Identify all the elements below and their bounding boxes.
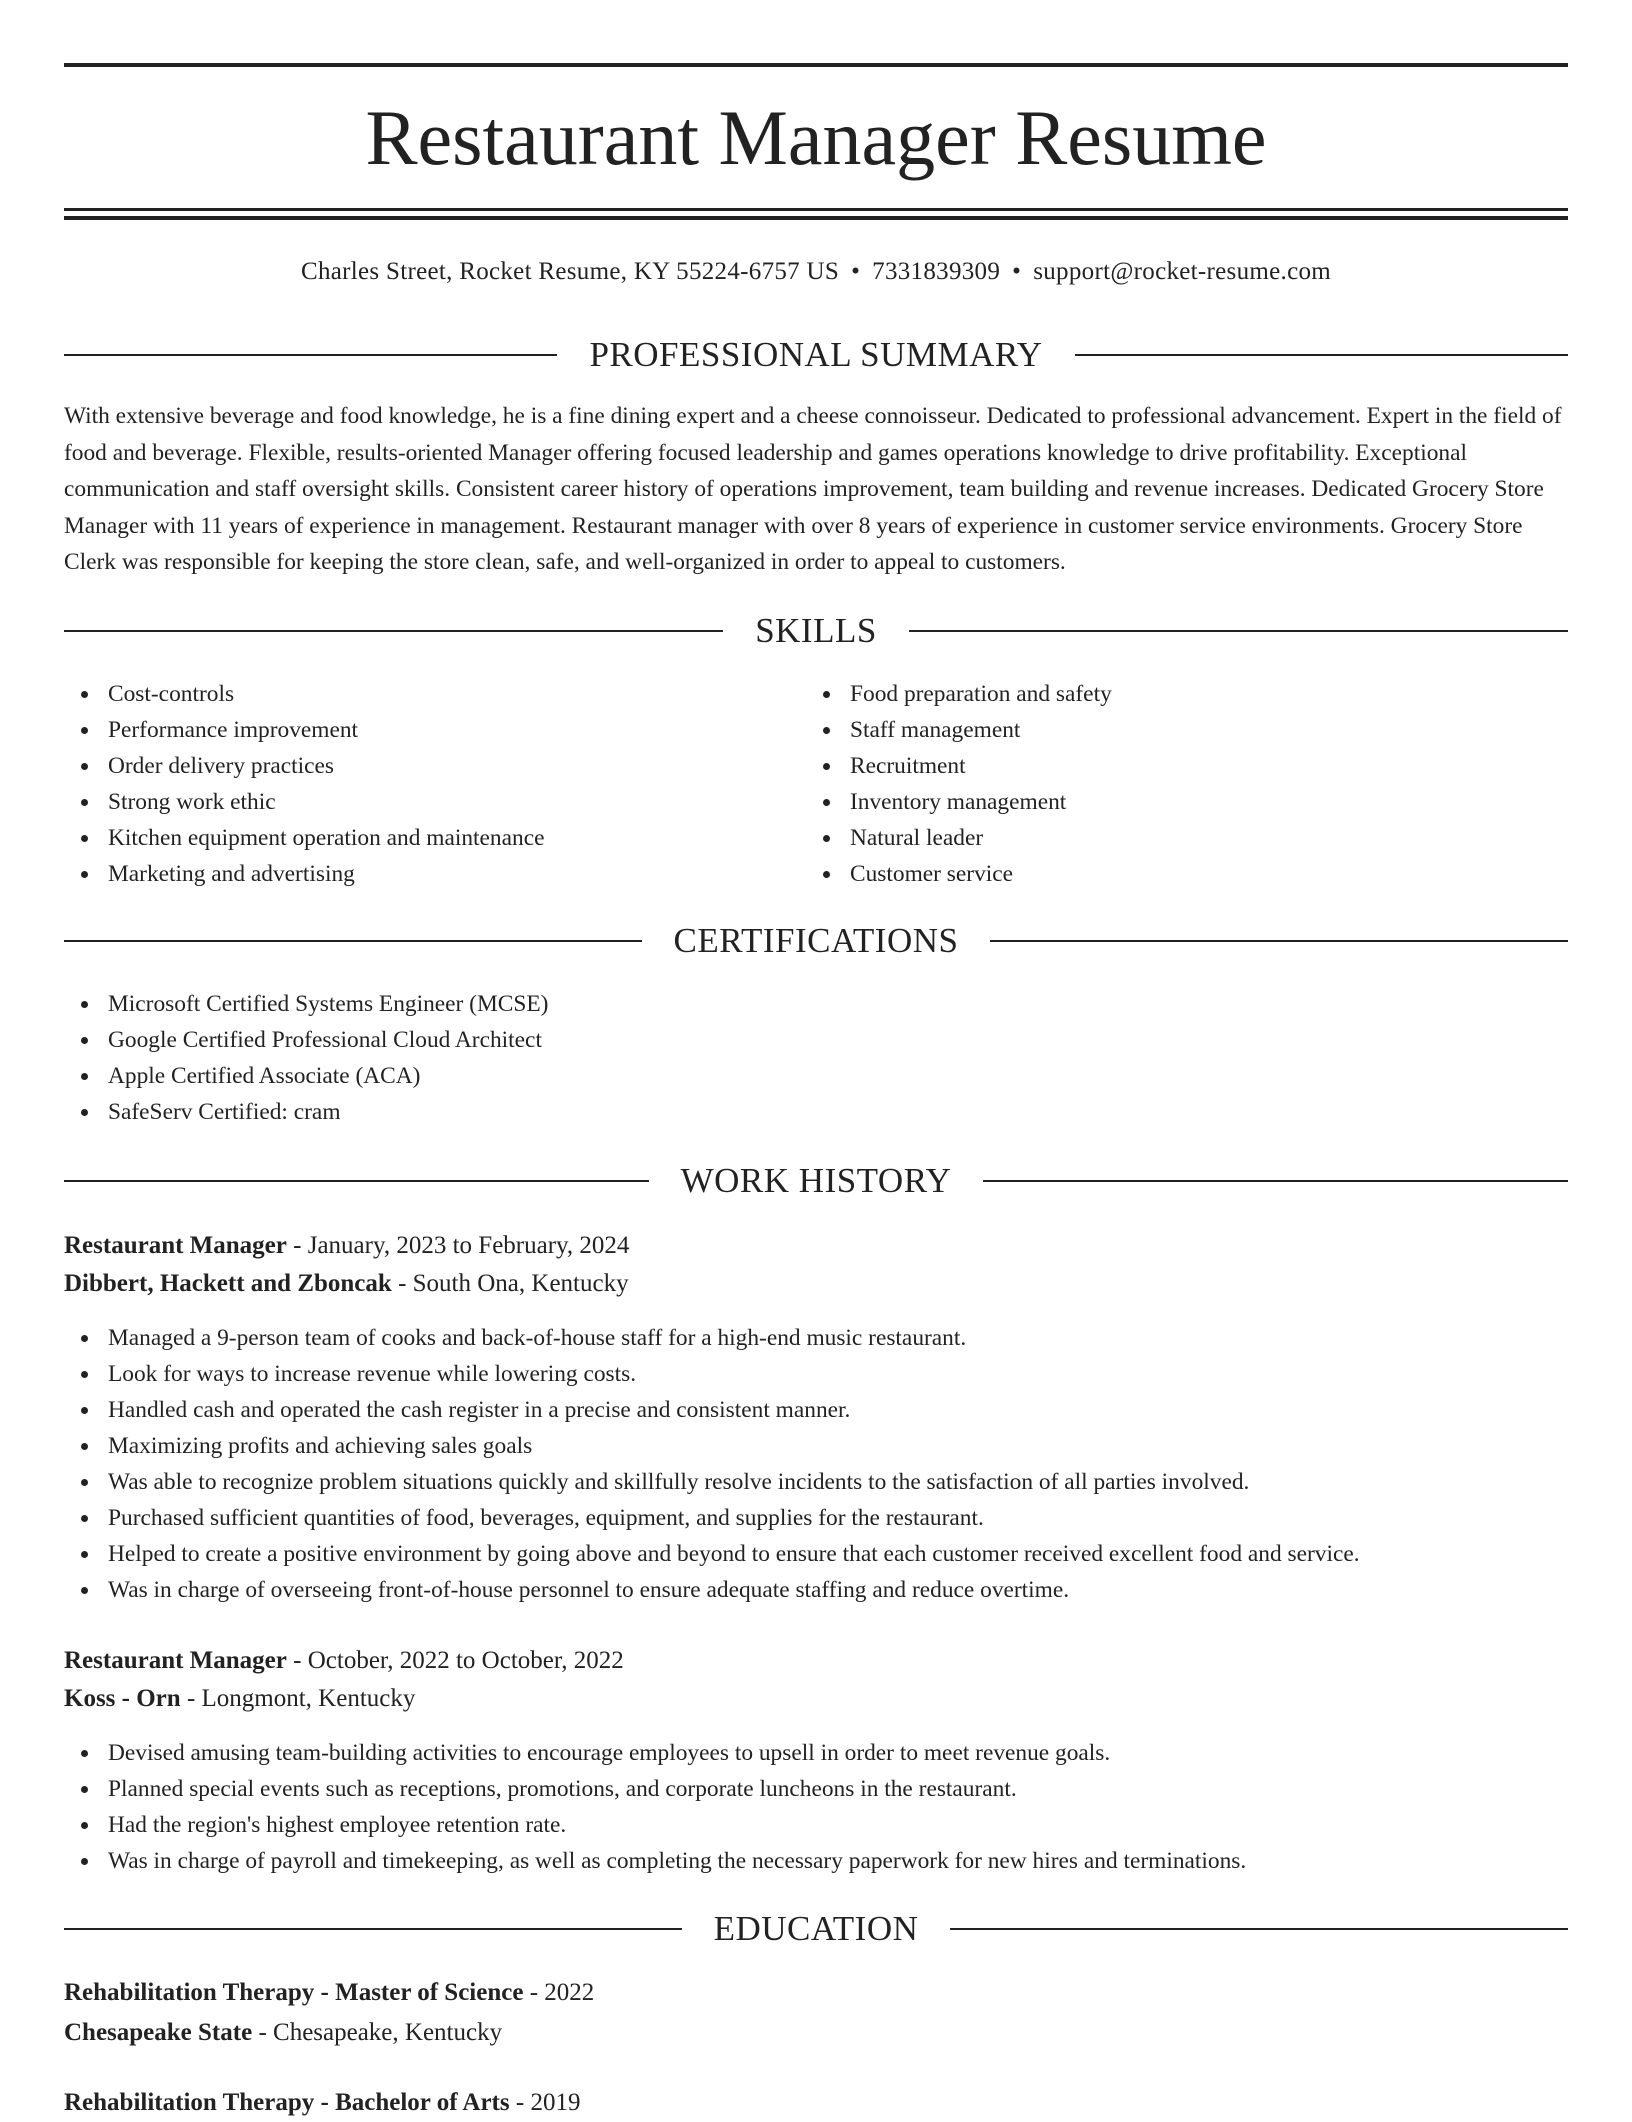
dash: - <box>293 1647 302 1674</box>
education-degree: Rehabilitation Therapy - Master of Science <box>64 1979 524 2006</box>
skill-item: Marketing and advertising <box>64 856 804 892</box>
heading-rule <box>950 1928 1568 1930</box>
section-title: SKILLS <box>755 611 877 650</box>
title-rule-thin <box>64 208 1568 211</box>
job-duty: Planned special events such as receptions, promotions, and corporate luncheons in the restaurant. <box>64 1771 1568 1807</box>
job-dates: October, 2022 to October, 2022 <box>307 1647 624 1674</box>
skill-item: Staff management <box>806 712 1566 748</box>
skill-item: Strong work ethic <box>64 784 804 820</box>
dash: - <box>293 1232 302 1259</box>
education-year: 2019 <box>530 2089 581 2116</box>
job-company: Dibbert, Hackett and Zboncak <box>64 1270 392 1297</box>
certification-item: Microsoft Certified Systems Engineer (MCSE) <box>64 986 1568 1022</box>
skill-item: Natural leader <box>806 820 1566 856</box>
contact-phone: 7331839309 <box>872 258 1001 285</box>
job-duty: Managed a 9-person team of cooks and back-of-house staff for a high-end music restaurant. <box>64 1320 1568 1356</box>
title-rule-thick <box>64 216 1568 220</box>
section-title: WORK HISTORY <box>680 1161 952 1200</box>
dash: - <box>258 2019 267 2046</box>
contact-separator: • <box>1012 258 1022 285</box>
job-duty: Devised amusing team-building activities to encourage employees to upsell in order to meet revenue goals. <box>64 1735 1568 1771</box>
job-duty: Helped to create a positive environment by going above and beyond to ensure that each customer received excellent food and service. <box>64 1536 1568 1572</box>
section-heading-skills <box>64 609 1568 653</box>
job-company: Koss - Orn <box>64 1685 181 1712</box>
job-duty: Was in charge of payroll and timekeeping, as well as completing the necessary paperwork for new hires and terminations. <box>64 1843 1568 1879</box>
dash: - <box>398 1270 407 1297</box>
certification-item: SafeServ Certified: cram <box>64 1094 1568 1130</box>
section-heading-work-history <box>64 1159 1568 1203</box>
job-duty: Handled cash and operated the cash register in a precise and consistent manner. <box>64 1392 1568 1428</box>
resume-title: Restaurant Manager Resume <box>365 94 1267 181</box>
heading-rule <box>64 940 642 942</box>
heading-rule <box>64 1180 649 1182</box>
section-title: CERTIFICATIONS <box>673 921 959 960</box>
education-location: Chesapeake, Kentucky <box>273 2019 503 2046</box>
job-duty: Purchased sufficient quantities of food, beverages, equipment, and supplies for the restaurant. <box>64 1500 1568 1536</box>
education-school-line <box>64 2014 1568 2052</box>
job-location: South Ona, Kentucky <box>412 1270 629 1297</box>
skill-item: Customer service <box>806 856 1566 892</box>
section-title: PROFESSIONAL SUMMARY <box>589 335 1043 374</box>
skill-item: Food preparation and safety <box>806 676 1566 712</box>
job-duty: Had the region's highest employee retention rate. <box>64 1807 1568 1843</box>
skill-item: Recruitment <box>806 748 1566 784</box>
section-heading-certifications <box>64 919 1568 963</box>
skill-item: Cost-controls <box>64 676 804 712</box>
job-company-line <box>64 1680 1568 1718</box>
heading-rule <box>909 630 1568 632</box>
heading-rule <box>64 354 557 356</box>
summary-paragraph: With extensive beverage and food knowledge, he is a fine dining expert and a cheese connoisseur. Dedicated to professional advancement. Expert in the field of food and beverage. Flexible, results-oriented Manager offering focused leadership and games operations knowledge to drive profitability. Exceptional communication and staff oversight skills. Consistent career history of operations improvement, team building and revenue increases. Dedicated Grocery Store Manager with 11 years of experience in management. Restaurant manager with over 8 years of experience in customer service environments. Grocery Store Clerk was responsible for keeping the store clean, safe, and well-organized in order to appeal to customers. <box>64 403 1562 575</box>
heading-rule <box>1075 354 1568 356</box>
job-duty: Was in charge of overseeing front-of-house personnel to ensure adequate staffing and reduce overtime. <box>64 1572 1568 1608</box>
contact-line <box>64 254 1568 290</box>
job-dates: January, 2023 to February, 2024 <box>307 1232 630 1259</box>
education-degree-line <box>64 1974 1568 2012</box>
job-title: Restaurant Manager <box>64 1232 287 1259</box>
section-heading-education <box>64 1907 1568 1951</box>
job-title: Restaurant Manager <box>64 1647 287 1674</box>
certification-item: Google Certified Professional Cloud Architect <box>64 1022 1568 1058</box>
heading-rule <box>990 940 1568 942</box>
top-rule <box>64 63 1568 67</box>
contact-address: Charles Street, Rocket Resume, KY 55224-6757 US <box>300 258 840 285</box>
skills-list-right <box>806 676 1566 892</box>
job-duties-list <box>64 1320 1568 1608</box>
education-school: Chesapeake State <box>64 2019 253 2046</box>
job-title-line <box>64 1642 1568 1680</box>
education-year: 2022 <box>544 1979 595 2006</box>
contact-email: support@rocket-resume.com <box>1033 258 1332 285</box>
job-duty: Look for ways to increase revenue while lowering costs. <box>64 1356 1568 1392</box>
job-duty: Was able to recognize problem situations quickly and skillfully resolve incidents to the satisfaction of all parties involved. <box>64 1464 1568 1500</box>
skills-list-left <box>64 676 804 892</box>
section-heading-summary <box>64 333 1568 377</box>
job-title-line <box>64 1227 1568 1265</box>
dash: - <box>186 1685 196 1712</box>
certifications-list <box>64 986 1568 1130</box>
skill-item: Performance improvement <box>64 712 804 748</box>
skill-item: Kitchen equipment operation and maintenance <box>64 820 804 856</box>
heading-rule <box>64 630 723 632</box>
heading-rule <box>983 1180 1568 1182</box>
education-degree-line <box>64 2084 1568 2122</box>
certification-item: Apple Certified Associate (ACA) <box>64 1058 1568 1094</box>
skill-item: Order delivery practices <box>64 748 804 784</box>
dash: - <box>529 1979 539 2006</box>
job-duty: Maximizing profits and achieving sales goals <box>64 1428 1568 1464</box>
dash: - <box>515 2089 525 2116</box>
heading-rule <box>64 1928 682 1930</box>
contact-separator: • <box>851 258 861 285</box>
section-title: EDUCATION <box>713 1909 919 1948</box>
job-duties-list <box>64 1735 1568 1879</box>
job-company-line <box>64 1265 1568 1303</box>
education-degree: Rehabilitation Therapy - Bachelor of Arts <box>64 2089 510 2116</box>
job-location: Longmont, Kentucky <box>201 1685 416 1712</box>
skill-item: Inventory management <box>806 784 1566 820</box>
